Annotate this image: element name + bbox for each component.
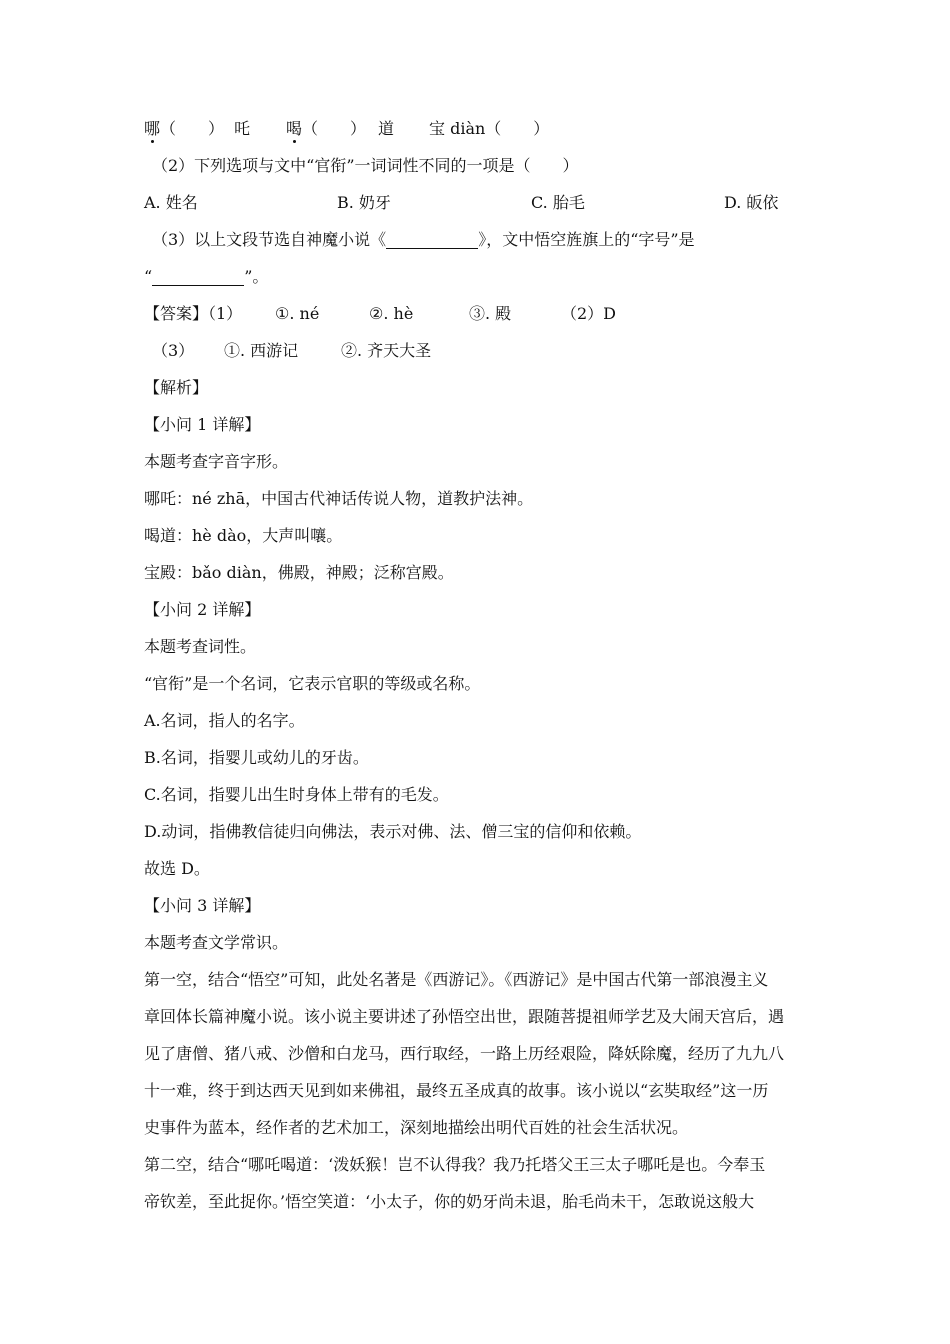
text-line: 十一难，终于到达西天见到如来佛祖，最终五圣成真的故事。该小说以“玄奘取经”这一历 [144,1081,769,1100]
answer-paren: （ ） [302,119,367,138]
answer-line-1 [144,295,809,332]
answer-item: ①. né [275,304,320,323]
text-line: 史事件为蓝本，经作者的艺术加工，深刻地描绘出明代百姓的社会生活状况。 [144,1118,689,1137]
text-line: 本题考查字音字形。 [144,452,289,471]
answer-prefix: （3） [152,341,195,360]
text-line: 故选 D。 [144,859,210,878]
answer-paren: （ ） [160,119,225,138]
char-text: 道 [378,119,395,138]
answer-item: ③. 殿 [469,304,512,323]
q3-line2: “ ”。 [144,267,269,286]
text-line: C.名词，指婴儿出生时身体上带有的毛发。 [144,785,449,804]
answer-label: 【答案】（1） [144,304,243,323]
text-line: “官衔”是一个名词，它表示官职的等级或名称。 [144,674,481,693]
text-line: 哪吒：né zhā，中国古代神话传说人物，道教护法神。 [144,489,534,508]
pinyin-item: 宝 diàn（ ） [429,119,550,138]
char-text: 吒 [234,119,251,138]
text-line: 【小问 3 详解】 [144,896,261,915]
text-line: 宝殿：bǎo diàn，佛殿，神殿；泛称宫殿。 [144,563,454,582]
answer-item: ①. 西游记 [224,341,299,360]
answer-item: ②. 齐天大圣 [341,341,432,360]
option-d: D. 皈依 [724,193,779,212]
text-line: A.名词，指人的名字。 [144,711,305,730]
fill-blank [152,265,244,286]
answer-line-2 [144,332,809,369]
analysis-heading: 【解析】 [144,378,209,397]
text-line: 帝钦差，至此捉你。’悟空笑道：‘小太子，你的奶牙尚未退，胎毛尚未干，怎敢说这般大 [144,1192,755,1211]
text-line: 本题考查词性。 [144,637,257,656]
answer-item: ②. hè [369,304,414,323]
q1-line [144,110,809,147]
option-c: C. 胎毛 [531,193,585,212]
text-line: B.名词，指婴儿或幼儿的牙齿。 [144,748,369,767]
fill-blank [386,228,478,249]
text-line: 喝道：hè dào，大声叫嚷。 [144,526,343,545]
analysis-body [144,406,809,1220]
text-line: 【小问 1 详解】 [144,415,261,434]
q2-options [144,184,809,221]
text-line: 章回体长篇神魔小说。该小说主要讲述了孙悟空出世，跟随菩提祖师学艺及大闹天宫后，遇 [144,1007,785,1026]
text-line: 第一空，结合“悟空”可知，此处名著是《西游记》。《西游记》是中国古代第一部浪漫主义 [144,970,769,989]
text-line: 【小问 2 详解】 [144,600,261,619]
option-a: A. 姓名 [144,193,198,212]
option-b: B. 奶牙 [337,193,391,212]
q3-stem: （3）以上文段节选自神魔小说《 》，文中悟空旌旗上的“字号”是 [152,230,695,249]
text-line: 见了唐僧、猪八戒、沙僧和白龙马，西行取经，一路上历经艰险，降妖除魔，经历了九九八 [144,1044,785,1063]
text-line: D.动词，指佛教信徒归向佛法，表示对佛、法、僧三宝的信仰和依赖。 [144,822,642,841]
dotted-char: 哪 [144,110,160,147]
answer-item: （2）D [561,304,617,323]
document-page [144,110,809,1220]
q2-stem: （2）下列选项与文中“官衔”一词词性不同的一项是（ ） [152,156,579,175]
dotted-char: 喝 [286,110,302,147]
text-line: 第二空，结合“哪吒喝道：‘泼妖猴！岂不认得我？我乃托塔父王三太子哪吒是也。今奉玉 [144,1155,766,1174]
text-line: 本题考查文学常识。 [144,933,289,952]
